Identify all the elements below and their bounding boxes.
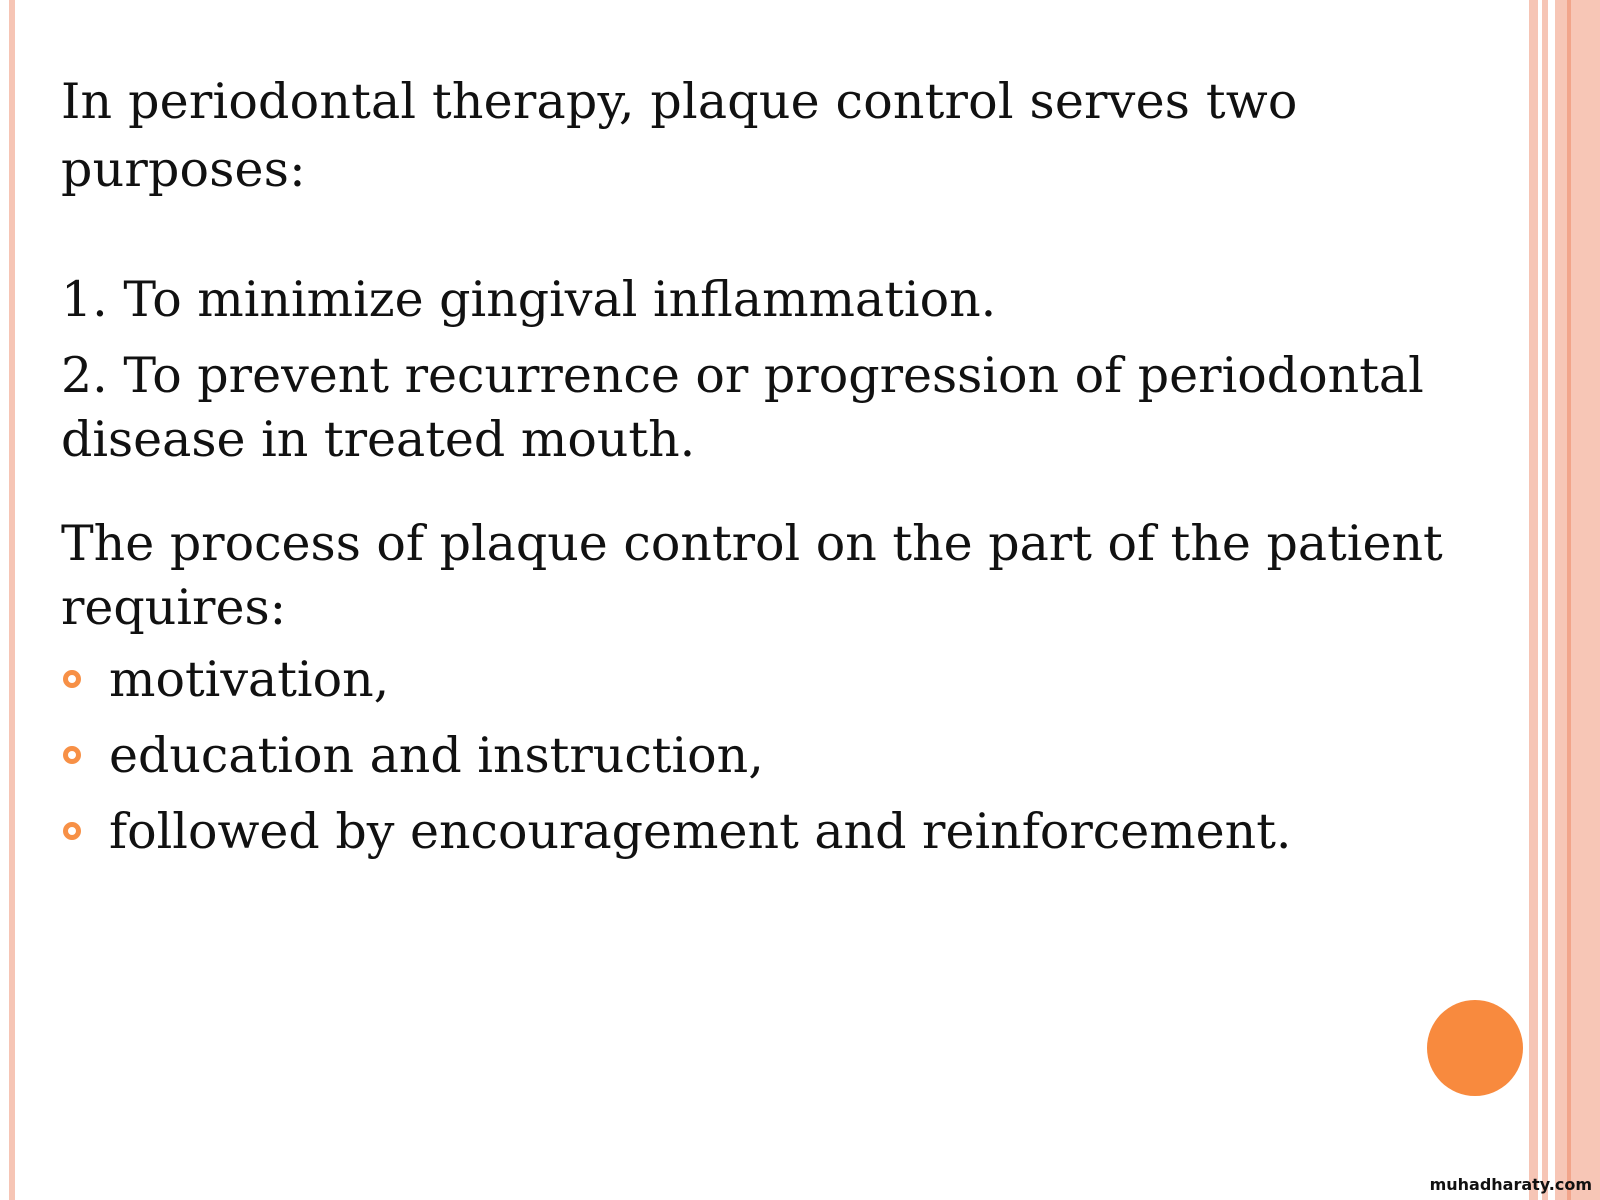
orange-ring-icon	[63, 670, 81, 688]
right-decorative-band	[1555, 0, 1600, 1200]
left-border-stripe	[9, 0, 15, 1200]
orange-ring-icon	[63, 746, 81, 764]
requirement-item	[61, 724, 1521, 788]
slide-content	[61, 68, 1521, 876]
intro-text: In periodontal therapy, plaque control serves two purposes:	[61, 73, 1298, 198]
requirement-item	[61, 800, 1521, 864]
purpose-item: 1. To minimize gingival inflammation.	[61, 271, 997, 328]
watermark-text: muhadharaty.com	[1429, 1175, 1592, 1194]
orange-ring-icon	[63, 822, 81, 840]
requirement-label: motivation,	[109, 651, 390, 708]
requirements-list	[61, 648, 1521, 864]
decorative-orange-circle	[1427, 1000, 1523, 1096]
purposes-list	[61, 268, 1521, 472]
requirement-label: followed by encouragement and reinforcement.	[109, 803, 1292, 860]
process-intro-text: The process of plaque control on the part of the patient requires:	[61, 515, 1443, 636]
right-decorative-stripe	[1542, 0, 1548, 1200]
requirement-item	[61, 648, 1521, 712]
purpose-item: 2. To prevent recurrence or progression of periodontal disease in treated mouth.	[61, 347, 1424, 468]
requirement-label: education and instruction,	[109, 727, 764, 784]
right-decorative-stripe	[1529, 0, 1538, 1200]
right-decorative-line	[1567, 0, 1571, 1200]
